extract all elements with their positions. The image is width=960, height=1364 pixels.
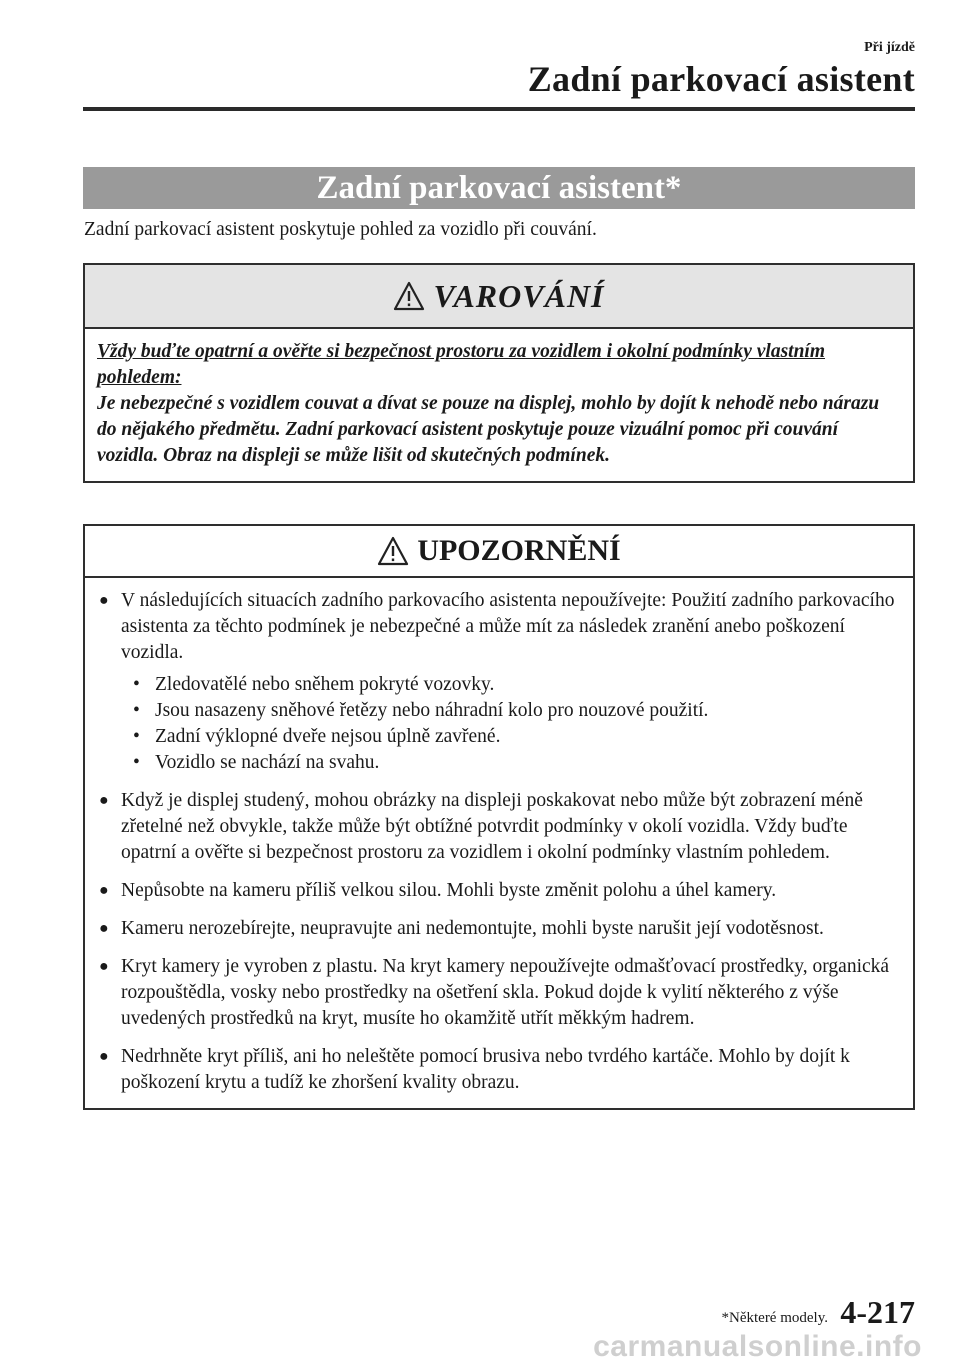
- bullet-icon: ●: [99, 882, 109, 899]
- warning-body: [85, 329, 913, 481]
- caution-item: [99, 878, 897, 904]
- caution-item: [99, 788, 897, 866]
- caution-header: [85, 526, 913, 578]
- caution-item-text: Nedrhněte kryt příliš, ani ho neleštěte pomocí brusiva nebo tvrdého kartáče. Mohlo by dojít k poškození krytu a tudíž ke zhoršení kvality obrazu.: [121, 1046, 850, 1093]
- bullet-icon: •: [133, 700, 140, 721]
- bullet-icon: ●: [99, 1048, 109, 1065]
- warning-header: [85, 265, 913, 329]
- page-number: 4-217: [840, 1294, 915, 1330]
- bullet-icon: •: [133, 752, 140, 773]
- caution-subitem: • Vozidlo se nachází na svahu.: [131, 750, 897, 776]
- warning-underlined-line: Vždy buďte opatrní a ověřte si bezpečnost prostoru za vozidlem i okolní podmínky vlastním pohledem:: [97, 341, 826, 388]
- caution-item-text: Kameru nerozebírejte, neupravujte ani nedemontujte, mohli byste narušit její vodotěsnost.: [121, 918, 824, 939]
- caution-subitem: • Zadní výklopné dveře nejsou úplně zavřené.: [131, 724, 897, 750]
- section-title-bar: Zadní parkovací asistent*: [83, 167, 915, 209]
- header-title: Zadní parkovací asistent: [527, 59, 915, 99]
- caution-triangle-icon: [377, 536, 409, 566]
- header-rule: [83, 107, 915, 111]
- caution-body: [85, 578, 913, 1108]
- caution-item: [99, 916, 897, 942]
- bullet-icon: ●: [99, 592, 109, 609]
- caution-item: [99, 1044, 897, 1096]
- caution-title: UPOZORNĚNÍ: [417, 534, 621, 567]
- warning-box: [83, 263, 915, 483]
- intro-text: Zadní parkovací asistent poskytuje pohled za vozidlo při couvání.: [84, 219, 597, 240]
- header-section: Při jízdě: [864, 40, 915, 55]
- watermark: carmanualsonline.info: [593, 1330, 922, 1363]
- caution-subitem: • Jsou nasazeny sněhové řetězy nebo náhradní kolo pro nouzové použití.: [131, 698, 897, 724]
- bullet-icon: ●: [99, 920, 109, 937]
- caution-item: [99, 954, 897, 1032]
- caution-item-text: Kryt kamery je vyroben z plastu. Na kryt kamery nepoužívejte odmašťovací prostředky, organická rozpouštědla, vosky nebo prostředky na ošetření skla. Pokud dojde k vylití některého z výše uvedených prostředků na kryt, musíte ho okamžitě utřít měkkým hadrem.: [121, 956, 890, 1029]
- caution-sublist: [131, 672, 897, 776]
- caution-item: [99, 588, 897, 776]
- bullet-icon: •: [133, 674, 140, 695]
- caution-subitem: • Zledovatělé nebo sněhem pokryté vozovky.: [131, 672, 897, 698]
- warning-triangle-icon: [393, 281, 425, 311]
- warning-title: VAROVÁNÍ: [433, 277, 605, 314]
- caution-item-text: V následujících situacích zadního parkovacího asistenta nepoužívejte: Použití zadního parkovacího asistenta za těchto podmínek je nebezpečné a může mít za následek zranění anebo poškození vozidla.: [121, 590, 895, 663]
- warning-text: Je nebezpečné s vozidlem couvat a dívat se pouze na displej, mohlo by dojít k nehodě nebo nárazu do nějakého předmětu. Zadní parkovací asistent poskytuje pouze vizuální pomoc při couvání vozidla. Obraz na displeji se může lišit od skutečných podmínek.: [97, 393, 880, 466]
- bullet-icon: ●: [99, 792, 109, 809]
- caution-item-text: Když je displej studený, mohou obrázky na displeji poskakovat nebo může být zobrazení méně zřetelné než obvykle, takže může být obtížné potvrdit podmínky v okolí vozidla. Vždy buďte opatrní a ověřte si bezpečnost prostoru za vozidlem i okolní podmínky vlastním pohledem.: [121, 790, 863, 863]
- bullet-icon: •: [133, 726, 140, 747]
- caution-box: [83, 524, 915, 1110]
- footnote: *Některé modely.: [721, 1310, 828, 1326]
- bullet-icon: ●: [99, 958, 109, 975]
- caution-item-text: Nepůsobte na kameru příliš velkou silou. Mohli byste změnit polohu a úhel kamery.: [121, 880, 777, 901]
